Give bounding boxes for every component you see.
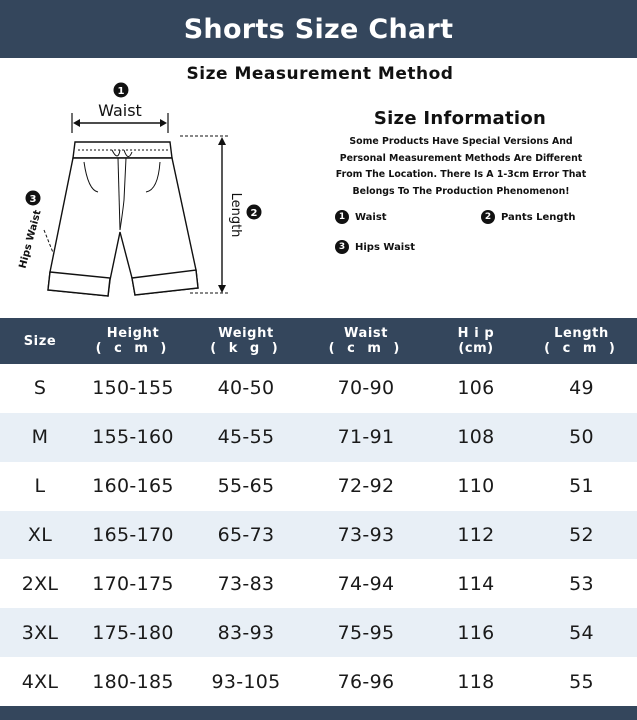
info-line: From The Location. There Is A 1-3cm Error That <box>335 169 587 180</box>
cell-size: L <box>34 475 46 498</box>
cell-waist: 76-96 <box>337 670 395 693</box>
badge-1-text: 1 <box>117 86 125 97</box>
cell-waist: 72-92 <box>337 475 395 498</box>
header-size: Size <box>23 333 57 349</box>
cell-weight: 73-83 <box>217 572 275 595</box>
cell-height: 180-185 <box>92 670 174 693</box>
cell-hip: 114 <box>457 572 495 595</box>
cell-size: 2XL <box>21 572 59 595</box>
measurement-method-title: Size Measurement Method <box>186 64 454 84</box>
table-row <box>0 413 637 462</box>
cell-size: M <box>31 426 49 449</box>
cell-height: 150-155 <box>92 377 174 400</box>
cell-length: 50 <box>569 426 594 449</box>
page-title: Shorts Size Chart <box>0 0 637 58</box>
cell-weight: 45-55 <box>217 426 275 449</box>
badge-3-text: 3 <box>29 194 37 205</box>
cell-waist: 70-90 <box>337 377 395 400</box>
cell-weight: 65-73 <box>217 523 275 546</box>
cell-size: XL <box>27 523 53 546</box>
cell-hip: 112 <box>457 523 495 546</box>
cell-hip: 116 <box>457 621 495 644</box>
shorts-outline-icon <box>48 142 198 296</box>
cell-length: 54 <box>569 621 594 644</box>
table-header-row <box>0 318 637 364</box>
cell-waist: 71-91 <box>337 426 395 449</box>
cell-weight: 40-50 <box>217 377 275 400</box>
info-line: Some Products Have Special Versions And <box>349 136 573 147</box>
cell-hip: 108 <box>457 426 495 449</box>
size-information-text <box>330 134 592 200</box>
cell-height: 175-180 <box>92 621 174 644</box>
cell-height: 160-165 <box>92 475 174 498</box>
cell-hip: 118 <box>457 670 495 693</box>
cell-height: 155-160 <box>92 426 174 449</box>
cell-length: 52 <box>569 523 594 546</box>
size-information-title: Size Information <box>373 108 547 129</box>
cell-height: 165-170 <box>92 523 174 546</box>
shorts-measurement-diagram <box>0 80 320 305</box>
table-row <box>0 511 637 560</box>
table-row <box>0 364 637 413</box>
hips-waist-label: Hips Waist <box>17 208 44 270</box>
header-waist: Waist ( c m ) <box>328 326 404 356</box>
info-line: Personal Measurement Methods Are Different <box>339 152 583 164</box>
legend-item-pants-length <box>481 210 575 224</box>
cell-length: 55 <box>569 670 594 693</box>
cell-size: S <box>33 377 47 400</box>
legend-item-hips-waist <box>335 240 415 254</box>
table-row <box>0 657 637 706</box>
cell-hip: 106 <box>457 377 495 400</box>
info-line: Belongs To The Production Phenomenon! <box>352 185 570 197</box>
header-hip: H i p (cm) <box>457 326 495 356</box>
badge-3-icon: 3 <box>335 240 349 254</box>
cell-size: 4XL <box>21 670 59 693</box>
bottom-bar <box>0 706 637 720</box>
table-row <box>0 462 637 511</box>
cell-length: 51 <box>569 475 594 498</box>
cell-weight: 93-105 <box>211 670 281 693</box>
cell-waist: 73-93 <box>337 523 395 546</box>
cell-height: 170-175 <box>92 572 174 595</box>
badge-2-text: 2 <box>250 208 258 219</box>
cell-waist: 74-94 <box>337 572 395 595</box>
header-length: Length ( c m ) <box>544 326 619 356</box>
cell-size: 3XL <box>21 621 59 644</box>
legend-label: Waist <box>355 211 387 223</box>
length-label: Length <box>228 192 243 238</box>
cell-length: 49 <box>569 377 594 400</box>
badge-2-icon: 2 <box>481 210 495 224</box>
table-row <box>0 608 637 657</box>
cell-hip: 110 <box>457 475 495 498</box>
table-row <box>0 559 637 608</box>
cell-waist: 75-95 <box>337 621 395 644</box>
cell-length: 53 <box>569 572 594 595</box>
legend-label: Hips Waist <box>355 241 415 253</box>
cell-weight: 83-93 <box>217 621 275 644</box>
size-table <box>0 318 637 706</box>
legend-item-waist <box>335 210 387 224</box>
legend-label: Pants Length <box>501 211 576 223</box>
cell-weight: 55-65 <box>217 475 275 498</box>
header-weight: Weight ( k g ) <box>210 326 282 356</box>
waist-label: Waist <box>98 101 142 120</box>
badge-1-icon: 1 <box>335 210 349 224</box>
header-height: Height ( c m ) <box>95 326 171 356</box>
